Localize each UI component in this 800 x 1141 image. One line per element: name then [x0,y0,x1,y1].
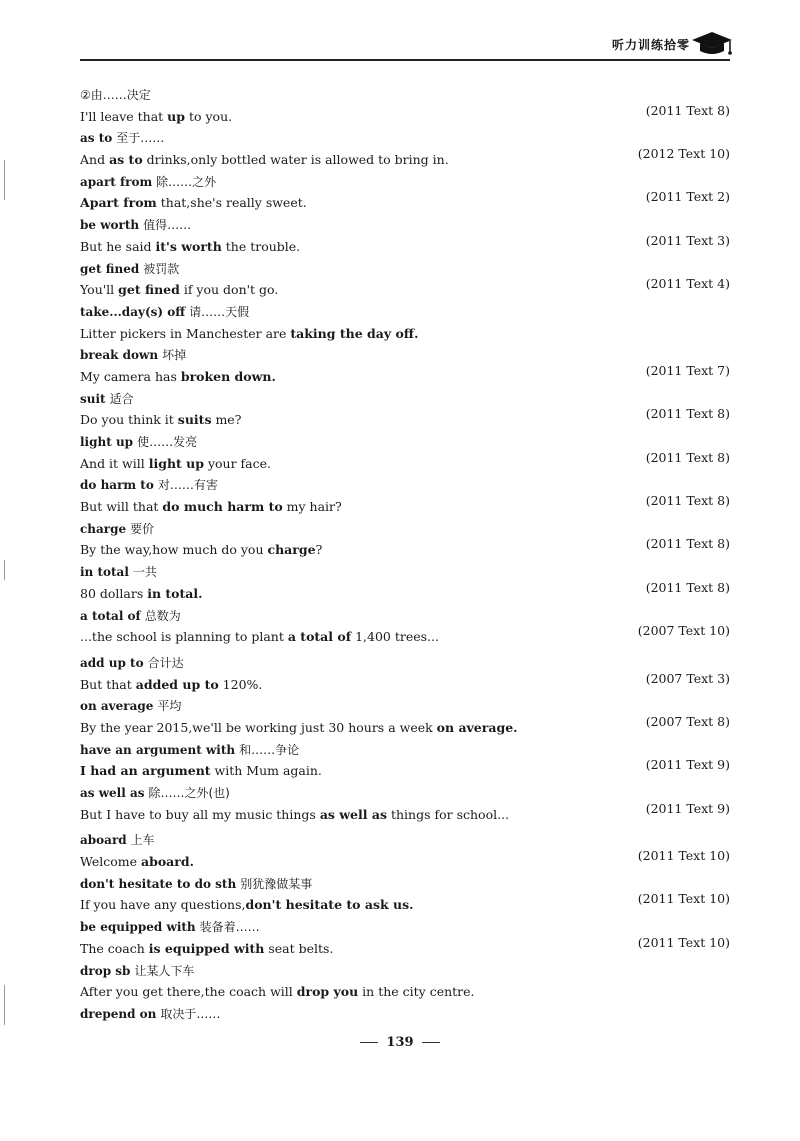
sentence-text: seat belts. [264,940,334,956]
term-phrase: in total [80,565,129,580]
term-meaning: 值得…… [143,218,192,233]
sentence-text: But I have to buy all my music things [80,806,320,822]
highlighted-phrase: added up to [135,676,219,692]
source-citation: (2011 Text 10) [637,934,730,950]
sentence-text: Do you think it [80,412,178,428]
highlighted-phrase: it's worth [155,238,222,254]
example-sentence [80,102,730,128]
term-line [80,171,730,193]
source-citation: (2011 Text 10) [637,848,730,864]
sentence-text: ? [315,542,323,558]
term-phrase: a total of [80,608,141,623]
highlighted-phrase: don't hesitate to ask us. [245,897,414,913]
source-citation: (2011 Text 8) [645,406,730,422]
sentence-text: My camera has [80,368,181,384]
term-line [80,518,730,540]
sentence-text: ...the school is planning to plant [80,629,288,645]
example-sentence [80,189,730,214]
term-meaning: 至于…… [116,131,165,146]
sentence-text: to you. [185,108,233,124]
term-line [80,916,730,938]
sentence-text: the trouble. [221,238,301,254]
example-sentence [80,713,730,739]
example-sentence [80,146,730,171]
term-line [80,652,730,674]
example-sentence [80,406,730,431]
term-line [80,829,730,851]
term-phrase: break down [80,348,159,363]
example-sentence [80,623,730,648]
term-phrase: on average [80,699,154,714]
source-citation: (2007 Text 10) [637,623,730,639]
example-sentence [80,323,730,345]
highlighted-phrase: broken down. [180,368,276,384]
highlighted-phrase: suits [177,412,212,428]
header-rule [80,59,730,61]
term-meaning: 和……争论 [239,742,300,757]
sentence-text: your face. [204,455,272,471]
example-sentence [80,757,730,782]
highlighted-phrase: do much harm to [162,499,283,515]
term-phrase: apart from [80,174,153,189]
term-phrase: suit [80,391,106,406]
highlighted-phrase: in total. [147,585,203,601]
sentence-text: I'll leave that [80,108,168,124]
term-meaning: 被罚款 [143,261,180,276]
scan-mark [4,160,5,200]
sentence-text: 1,400 trees... [351,629,439,645]
term-phrase: add up to [80,655,144,670]
highlighted-phrase: is equipped with [148,940,265,956]
term-phrase: charge [80,521,127,536]
term-phrase: have an argument with [80,742,236,757]
example-sentence [80,536,730,561]
term-line [80,258,730,280]
term-line [80,782,730,804]
source-citation: (2011 Text 8) [645,579,730,595]
term-line [80,301,730,323]
sentence-text: in the city centre. [358,984,475,1000]
page-header-title: 听力训练拾零 [612,38,691,52]
term-meaning: 别犹豫做某事 [240,876,313,891]
sentence-text: drinks,only bottled water is allowed to bring in. [142,152,449,168]
source-citation: (2011 Text 2) [645,189,730,205]
scan-mark [4,560,5,580]
footer-dash [360,1042,378,1043]
sentence-text: Litter pickers in Manchester are [80,325,291,341]
example-sentence [80,800,730,826]
term-line [80,388,730,410]
source-citation: (2011 Text 8) [645,493,730,509]
scan-mark [4,985,5,1025]
highlighted-phrase: drop you [296,984,359,1000]
source-citation: (2011 Text 8) [645,449,730,465]
term-meaning: 除……之外 [156,174,217,189]
term-meaning: 除……之外(也) [148,786,230,800]
source-citation: (2011 Text 9) [645,757,730,773]
highlighted-phrase: Apart from [80,195,157,211]
term-line [80,873,730,895]
sentence-text: that,she's really sweet. [156,195,307,211]
source-citation: (2007 Text 3) [645,670,730,686]
sentence-text: things for school... [387,806,510,822]
term-meaning: 取决于…… [160,1006,221,1021]
term-phrase: be equipped with [80,920,196,935]
source-citation: (2011 Text 8) [645,102,730,118]
term-phrase: as well as [80,786,145,800]
term-meaning: 坏掉 [162,348,187,363]
source-citation: (2011 Text 3) [645,232,730,248]
term-line [80,431,730,453]
highlighted-phrase: taking the day off. [290,325,419,341]
term-meaning: 请……天假 [189,304,250,319]
example-sentence [80,934,730,960]
term-line [80,84,730,106]
page-footer [0,1035,800,1050]
example-sentence [80,981,730,1003]
page-number: 139 [386,1035,414,1050]
highlighted-phrase: I had an argument [80,763,211,779]
highlighted-phrase: as to [109,152,143,168]
highlighted-phrase: charge [267,542,316,558]
term-line [80,605,730,627]
sentence-text: But will that [80,499,163,515]
source-citation: (2011 Text 9) [645,800,730,816]
sentence-text: But he said [80,238,156,254]
example-sentence [80,232,730,258]
term-phrase: get fined [80,261,140,276]
example-sentence [80,276,730,301]
term-phrase: aboard [80,833,127,848]
highlighted-phrase: get fined [118,282,180,298]
sentence-text: 80 dollars [80,585,148,601]
sentence-text: If you have any questions, [80,897,246,913]
highlighted-phrase: a total of [287,629,352,645]
example-sentence [80,362,730,388]
term-meaning: 平均 [157,699,182,714]
highlighted-phrase: aboard. [140,854,194,870]
term-meaning: 装备着…… [199,920,260,935]
term-meaning: 使……发亮 [137,435,198,449]
sentence-text: But that [80,676,136,692]
term-phrase: ②由……决定 [80,88,151,102]
vocabulary-list [80,84,730,1025]
sentence-text: Welcome [80,854,141,870]
sentence-text: 120%. [218,676,263,692]
term-phrase: light up [80,435,134,449]
term-line [80,214,730,236]
term-phrase: drop sb [80,963,131,978]
sentence-text: me? [211,412,242,428]
term-line [80,474,730,496]
footer-dash [422,1042,440,1043]
highlighted-phrase: up [167,108,185,124]
graduation-cap-icon [690,28,734,58]
source-citation: (2011 Text 7) [645,362,730,378]
term-meaning: 要价 [130,521,155,536]
example-sentence [80,670,730,696]
sentence-text: After you get there,the coach will [80,984,297,1000]
sentence-text: And it will [80,455,149,471]
term-meaning: 一共 [132,565,157,580]
term-phrase: be worth [80,218,140,233]
term-phrase: do harm to [80,478,154,493]
term-meaning: 上车 [130,833,155,848]
highlighted-phrase: on average. [436,719,518,735]
source-citation: (2007 Text 8) [645,713,730,729]
term-meaning: 总数为 [144,608,181,623]
term-phrase: as to [80,131,113,146]
sentence-text: And [80,152,110,168]
sentence-text: my hair? [282,499,342,515]
term-meaning: 合计达 [147,655,184,670]
sentence-text: By the year 2015,we'll be working just 30 hours a week [80,719,437,735]
example-sentence [80,891,730,916]
term-line [80,695,730,717]
term-line [80,127,730,149]
sentence-text: with Mum again. [210,763,322,779]
source-citation: (2011 Text 4) [645,276,730,292]
sentence-text: You'll [80,282,119,298]
term-meaning: 让某人下车 [134,963,195,978]
source-citation: (2012 Text 10) [637,146,730,162]
term-phrase: drepend on [80,1006,157,1021]
term-line [80,561,730,583]
example-sentence [80,579,730,605]
example-sentence [80,493,730,518]
term-phrase: take...day(s) off [80,304,186,319]
source-citation: (2011 Text 8) [645,536,730,552]
term-line [80,960,730,982]
highlighted-phrase: light up [148,455,204,471]
highlighted-phrase: as well as [319,806,387,822]
sentence-text: By the way,how much do you [80,542,268,558]
source-citation: (2011 Text 10) [637,891,730,907]
example-sentence [80,449,730,475]
term-meaning: 适合 [109,391,134,406]
term-meaning: 对……有害 [157,478,218,493]
term-line [80,739,730,761]
term-phrase: don't hesitate to do sth [80,876,237,891]
term-line [80,1003,730,1025]
sentence-text: The coach [80,940,149,956]
sentence-text: if you don't go. [179,282,279,298]
term-line [80,344,730,366]
example-sentence [80,848,730,873]
